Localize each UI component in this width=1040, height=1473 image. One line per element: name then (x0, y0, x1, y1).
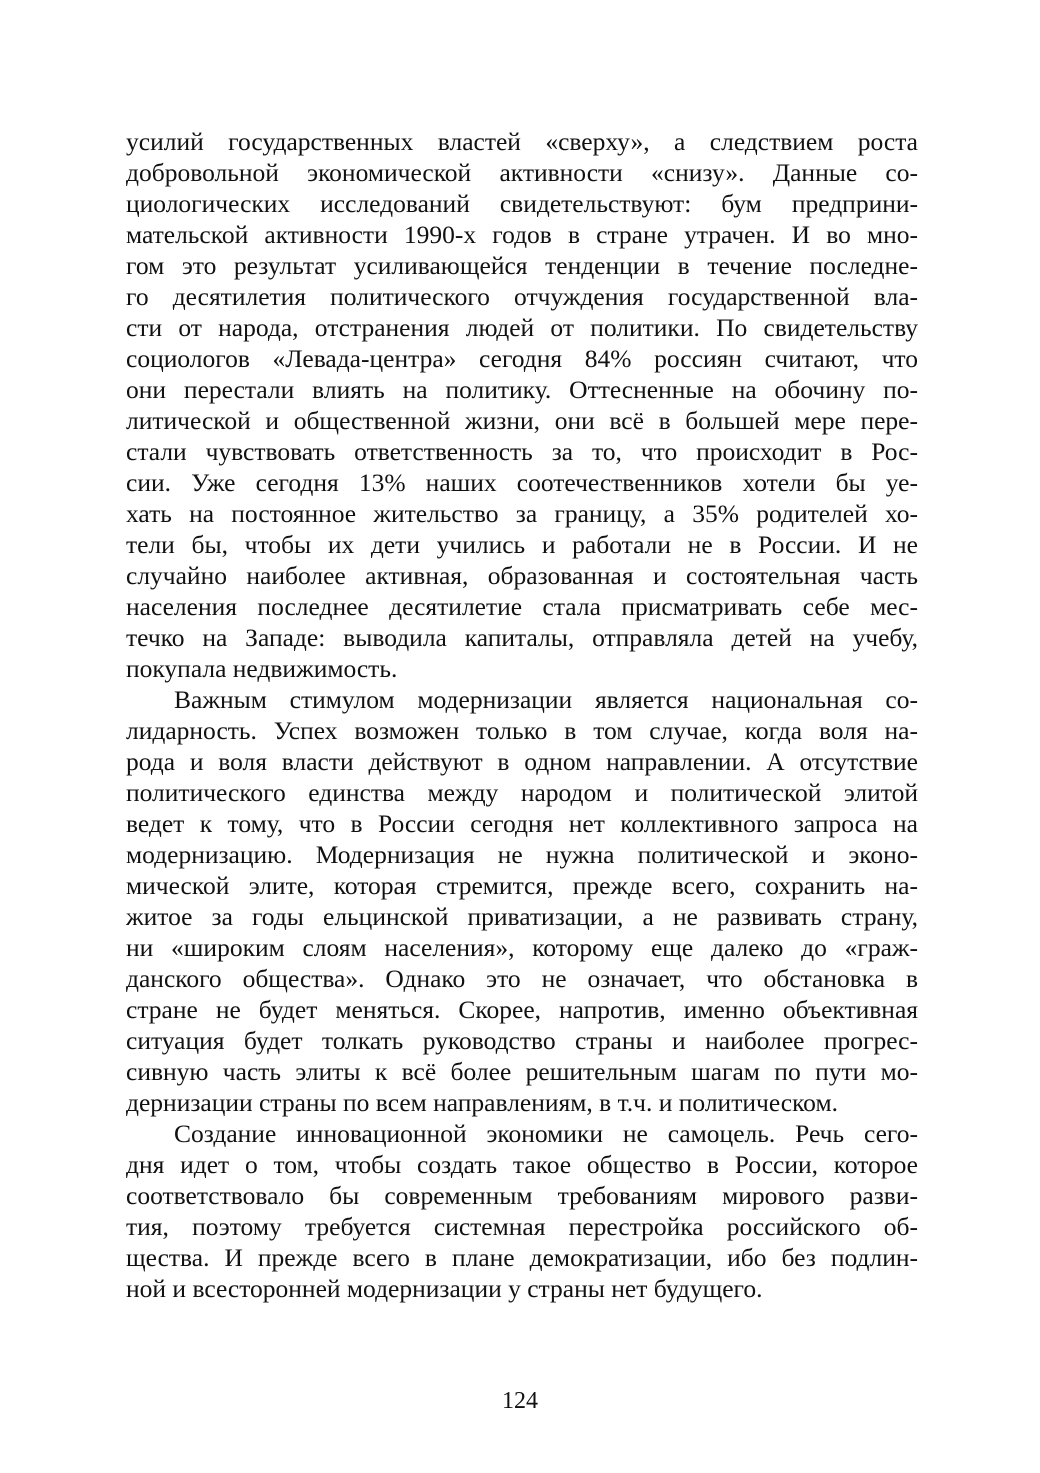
text-line: ни «широким слоям населения», которому еще далеко до «граж- (126, 933, 918, 962)
text-line: сти от народа, отстранения людей от политики. По свидетельству (126, 313, 918, 342)
text-line: лидарность. Успех возможен только в том случае, когда воля на- (126, 716, 918, 745)
text-line: литической и общественной жизни, они всё в большей мере пере- (126, 406, 918, 435)
text-line: стали чувствовать ответственность за то, что происходит в Рос- (126, 437, 918, 466)
body-text (126, 126, 918, 1304)
text-line: ведет к тому, что в России сегодня нет коллективного запроса на (126, 809, 918, 838)
text-line: житое за годы ельцинской приватизации, а не развивать страну, (126, 902, 918, 931)
text-line: дернизации страны по всем направлениям, в т.ч. и политическом. (126, 1088, 838, 1117)
text-line: случайно наиболее активная, образованная и состоятельная часть (126, 561, 918, 590)
text-line: соответствовало бы современным требованиям мирового разви- (126, 1181, 918, 1210)
page-number: 124 (502, 1388, 538, 1414)
text-line: ситуация будет толкать руководство страны и наиболее прогрес- (126, 1026, 918, 1055)
text-line: модернизацию. Модернизация не нужна политической и эконо- (126, 840, 918, 869)
text-line: усилий государственных властей «сверху», а следствием роста (126, 127, 918, 156)
text-line: дня идет о том, чтобы создать такое общество в России, которое (126, 1150, 918, 1179)
text-line: они перестали влиять на политику. Оттесненные на обочину по- (126, 375, 918, 404)
text-line: добровольной экономической активности «снизу». Данные со- (126, 158, 918, 187)
text-line: сивную часть элиты к всё более решительным шагам по пути мо- (126, 1057, 918, 1086)
text-line: политического единства между народом и политической элитой (126, 778, 918, 807)
text-line: течко на Западе: выводила капиталы, отправляла детей на учебу, (126, 623, 918, 652)
text-line: населения последнее десятилетие стала присматривать себе мес- (126, 592, 918, 621)
paragraph (126, 684, 918, 1118)
text-line: циологических исследований свидетельствуют: бум предприни- (126, 189, 918, 218)
text-line: щества. И прежде всего в плане демократизации, ибо без подлин- (126, 1243, 918, 1272)
text-line: рода и воля власти действуют в одном направлении. А отсутствие (126, 747, 918, 776)
text-line: Важным стимулом модернизации является национальная со- (174, 685, 918, 714)
text-line: тели бы, чтобы их дети учились и работали не в России. И не (126, 530, 918, 559)
text-line: данского общества». Однако это не означает, что обстановка в (126, 964, 918, 993)
text-line: покупала недвижимость. (126, 654, 398, 683)
text-line: ной и всесторонней модернизации у страны нет будущего. (126, 1274, 763, 1303)
text-line: сии. Уже сегодня 13% наших соотечественников хотели бы уе- (126, 468, 918, 497)
text-line: го десятилетия политического отчуждения государственной вла- (126, 282, 918, 311)
paragraph (126, 1118, 918, 1304)
text-line: хать на постоянное жительство за границу, а 35% родителей хо- (126, 499, 918, 528)
text-line: гом это результат усиливающейся тенденции в течение последне- (126, 251, 918, 280)
text-line: мательской активности 1990-х годов в стране утрачен. И во мно- (126, 220, 918, 249)
text-line: Создание инновационной экономики не самоцель. Речь сего- (174, 1119, 918, 1148)
text-line: мической элите, которая стремится, прежде всего, сохранить на- (126, 871, 918, 900)
paragraph (126, 126, 918, 684)
text-line: тия, поэтому требуется системная перестройка российского об- (126, 1212, 918, 1241)
text-line: социологов «Левада-центра» сегодня 84% россиян считают, что (126, 344, 918, 373)
text-line: стране не будет меняться. Скорее, напротив, именно объективная (126, 995, 918, 1024)
